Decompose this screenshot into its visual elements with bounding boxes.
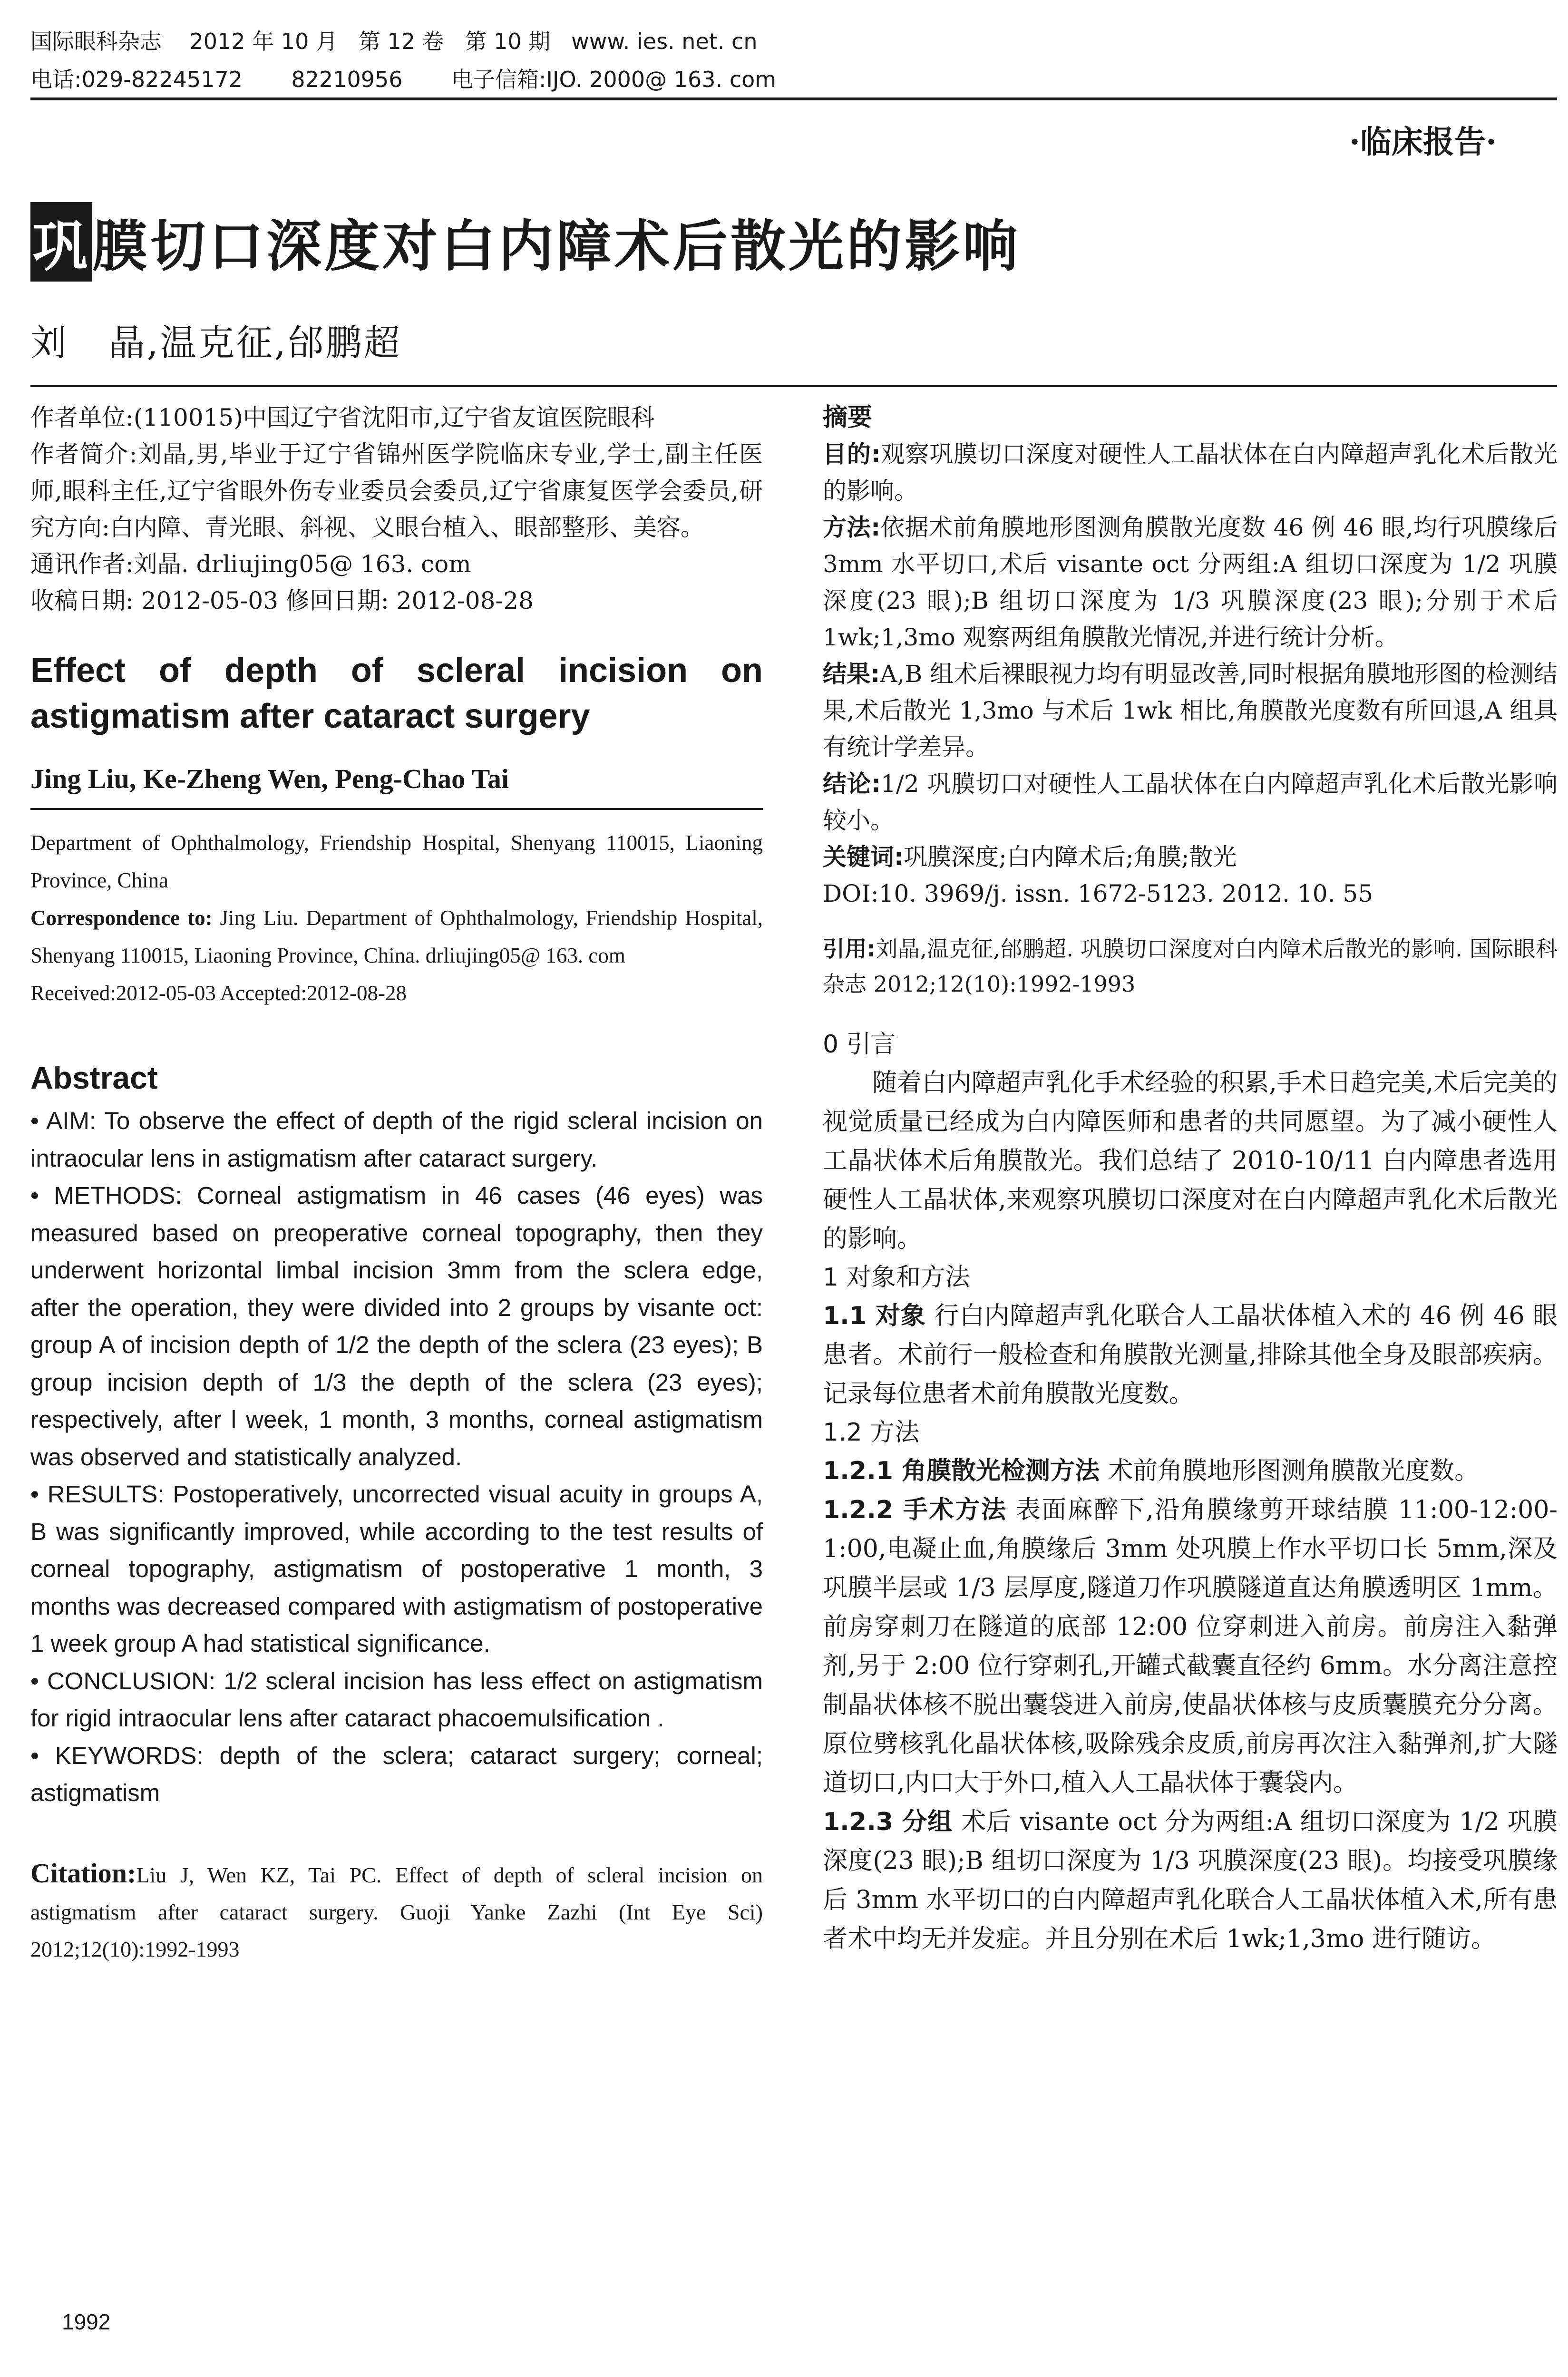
cn-citation-label: 引用: bbox=[823, 936, 876, 962]
method-2-paragraph bbox=[823, 1490, 1558, 1802]
method-1-label: 1.2.1 角膜散光检测方法 bbox=[823, 1457, 1100, 1485]
cn-citation bbox=[823, 931, 1558, 1002]
method-3-paragraph bbox=[823, 1802, 1558, 1958]
article-title bbox=[30, 202, 1021, 282]
summary-conclusion-label: 结论: bbox=[823, 770, 881, 798]
summary-aim bbox=[823, 436, 1558, 509]
abstract-methods: • METHODS: Corneal astigmatism in 46 cases (46 eyes) was measured based on preoperative corneal topography, then they underwent horizontal limbal incision 3mm from the sclera edge, after the operation, they were divided into 2 groups by visante oct: group A of incision depth of 1/2 the depth of the sclera (23 eyes); B group incision depth of 1/3 the depth of the sclera (23 eyes); respectively, after l week, 1 month, 3 months, corneal astigmatism was observed and statistically analyzed. bbox=[30, 1182, 763, 1471]
subjects-text: 行白内障超声乳化联合人工晶状体植入术的 46 例 46 眼患者。术前行一般检查和角膜散光测量,排除其他全身及眼部疾病。记录每位患者术前角膜散光度数。 bbox=[823, 1302, 1558, 1408]
subjects-paragraph bbox=[823, 1296, 1558, 1413]
summary-keywords-text: 巩膜深度;白内障术后;角膜;散光 bbox=[904, 843, 1237, 871]
english-title: Effect of depth of scleral incision on astigmatism after cataract surgery bbox=[30, 652, 763, 735]
section-tag: ·临床报告· bbox=[1349, 123, 1497, 160]
method-1-text: 术前角膜地形图测角膜散光度数。 bbox=[1108, 1457, 1480, 1485]
summary-methods-text: 依据术前角膜地形图测角膜散光度数 46 例 46 眼,均行巩膜缘后 3mm 水平切口,术后 visante oct 分两组:A 组切口深度为 1/2 巩膜深度(23 眼);B 组切口深度为 1/3 巩膜深度(23 眼);分别于术后 1wk;1,3mo 观察两组角膜散光情况,并进行统计分析。 bbox=[823, 514, 1558, 651]
citation-text: Liu J, Wen KZ, Tai PC. Effect of depth of scleral incision on astigmatism after cataract surgery. Guoji Yanke Zazhi (Int Eye Sci) 2012;12(10):1992-1993 bbox=[30, 1862, 763, 1961]
author-rule bbox=[30, 808, 763, 810]
summary-results-text: A,B 组术后裸眼视力均有明显改善,同时根据角膜地形图的检测结果,术后散光 1,3mo 与术后 1wk 相比,角膜散光度数有所回退,A 组具有统计学差异。 bbox=[823, 660, 1558, 761]
affiliation: Department of Ophthalmology, Friendship Hospital, Shenyang 110015, Liaoning Province, China bbox=[30, 831, 763, 892]
subjects-label: 1.1 对象 bbox=[823, 1302, 926, 1330]
abstract-conclusion: • CONCLUSION: 1/2 scleral incision has less effect on astigmatism for rigid intraocular lens after cataract phacoemulsification . bbox=[30, 1667, 763, 1732]
summary-keywords-label: 关键词: bbox=[823, 843, 904, 871]
abstract-aim: • AIM: To observe the effect of depth of the rigid scleral incision on intraocular lens in astigmatism after cataract surgery. bbox=[30, 1107, 763, 1172]
title-first-char: 巩 bbox=[30, 202, 92, 282]
summary-keywords bbox=[823, 839, 1558, 876]
author-unit: 作者单位:(110015)中国辽宁省沈阳市,辽宁省友谊医院眼科 bbox=[30, 404, 655, 431]
received-dates-en: Received:2012-05-03 Accepted:2012-08-28 bbox=[30, 981, 407, 1005]
summary-heading: 摘要 bbox=[823, 403, 873, 432]
correspondence-label: Correspondence to: bbox=[30, 906, 213, 930]
author-bio: 作者简介:刘晶,男,毕业于辽宁省锦州医学院临床专业,学士,副主任医师,眼科主任,辽宁省眼外伤专业委员会委员,辽宁省康复医学会委员,研究方向:白内障、青光眼、斜视、义眼台植入、眼部整形、美容。 bbox=[30, 440, 763, 541]
method-2-label: 1.2.2 手术方法 bbox=[823, 1496, 1007, 1524]
correspondence bbox=[30, 899, 763, 974]
cn-citation-text: 刘晶,温克征,邰鹏超. 巩膜切口深度对白内障术后散光的影响. 国际眼科杂志 2012;12(10):1992-1993 bbox=[823, 936, 1558, 997]
page-number: 1992 bbox=[62, 2309, 111, 2334]
method-2-text: 表面麻醉下,沿角膜缘剪开球结膜 11:00-12:00-1:00,电凝止血,角膜缘后 3mm 处巩膜上作水平切口长 5mm,深及巩膜半层或 1/3 层厚度,隧道刀作巩膜隧道直达角膜透明区 1mm。前房穿刺刀在隧道的底部 12:00 位穿刺进入前房。前房注入黏弹剂,另于 2:00 位行穿刺孔,开罐式截囊直径约 6mm。水分离注意控制晶状体核不脱出囊袋进入前房,使晶状体核与皮质囊膜充分分离。原位劈核乳化晶状体核,吸除残余皮质,前房再次注入黏弹剂,扩大隧道切口,内口大于外口,植入人工晶状体于囊袋内。 bbox=[823, 1496, 1558, 1797]
intro-paragraph: 随着白内障超声乳化手术经验的积累,手术日趋完美,术后完美的视觉质量已经成为白内障医师和患者的共同愿望。为了减小硬性人工晶状体术后角膜散光。我们总结了 2010-10/11 白内障患者选用硬性人工晶状体,来观察巩膜切口深度对在白内障超声乳化术后散光的影响。 bbox=[823, 1069, 1558, 1253]
journal-header-line2: 电话:029-82245172 82210956 电子信箱:IJO. 2000@ 163. com bbox=[30, 67, 777, 92]
abstract-results: • RESULTS: Postoperatively, uncorrected visual acuity in groups A, B was significantly improved, while according to the test results of corneal topography, astigmatism of postoperative 1 month, 3 months was decreased compared with astigmatism of postoperative 1 week group A had statistical significance. bbox=[30, 1481, 763, 1657]
received-dates-cn: 收稿日期: 2012-05-03 修回日期: 2012-08-28 bbox=[30, 587, 534, 614]
abstract-keywords: • KEYWORDS: depth of the sclera; cataract surgery; corneal; astigmatism bbox=[30, 1742, 763, 1806]
abstract-heading: Abstract bbox=[30, 1060, 158, 1095]
correspondence-text: Jing Liu. Department of Ophthalmology, Friendship Hospital, Shenyang 110015, Liaoning Province, China. drliujing05@ 163. com bbox=[30, 906, 763, 967]
citation bbox=[30, 1855, 763, 1968]
summary-methods-label: 方法: bbox=[823, 514, 881, 541]
summary-methods bbox=[823, 509, 1558, 656]
title-rest: 膜切口深度对白内障术后散光的影响 bbox=[92, 214, 1021, 279]
english-authors: Jing Liu, Ke-Zheng Wen, Peng-Chao Tai bbox=[30, 763, 509, 794]
summary-conclusion-text: 1/2 巩膜切口对硬性人工晶状体在白内障超声乳化术后散光影响较小。 bbox=[823, 770, 1558, 834]
summary-aim-text: 观察巩膜切口深度对硬性人工晶状体在白内障超声乳化术后散光的影响。 bbox=[823, 440, 1558, 505]
citation-label: Citation: bbox=[30, 1857, 136, 1889]
summary-results-label: 结果: bbox=[823, 660, 880, 688]
right-column bbox=[823, 399, 1558, 1958]
corresponding-author: 通讯作者:刘晶. drliujing05@ 163. com bbox=[30, 550, 471, 578]
summary-results bbox=[823, 656, 1558, 766]
title-rule bbox=[30, 385, 1557, 387]
journal-header-line1: 国际眼科杂志 2012 年 10 月 第 12 卷 第 10 期 www. ies. net. cn bbox=[30, 29, 758, 54]
authors-cn: 刘 晶,温克征,邰鹏超 bbox=[30, 321, 402, 364]
summary-aim-label: 目的: bbox=[823, 440, 881, 468]
method-heading: 1.2 方法 bbox=[823, 1418, 920, 1447]
left-column bbox=[30, 399, 763, 1968]
method-1-paragraph bbox=[823, 1452, 1558, 1490]
intro-heading: 0 引言 bbox=[823, 1030, 896, 1059]
method-3-label: 1.2.3 分组 bbox=[823, 1808, 953, 1836]
doi: DOI:10. 3969/j. issn. 1672-5123. 2012. 10. 55 bbox=[823, 880, 1373, 907]
summary-conclusion bbox=[823, 766, 1558, 839]
method-3-text: 术后 visante oct 分为两组:A 组切口深度为 1/2 巩膜深度(23 眼);B 组切口深度为 1/3 巩膜深度(23 眼)。均接受巩膜缘后 3mm 水平切口的白内障超声乳化联合人工晶状体植入术,所有患者术中均无并发症。并且分别在术后 1wk;1,3mo 进行随访。 bbox=[823, 1808, 1558, 1953]
methods-heading: 1 对象和方法 bbox=[823, 1263, 970, 1292]
header-rule bbox=[30, 97, 1557, 100]
